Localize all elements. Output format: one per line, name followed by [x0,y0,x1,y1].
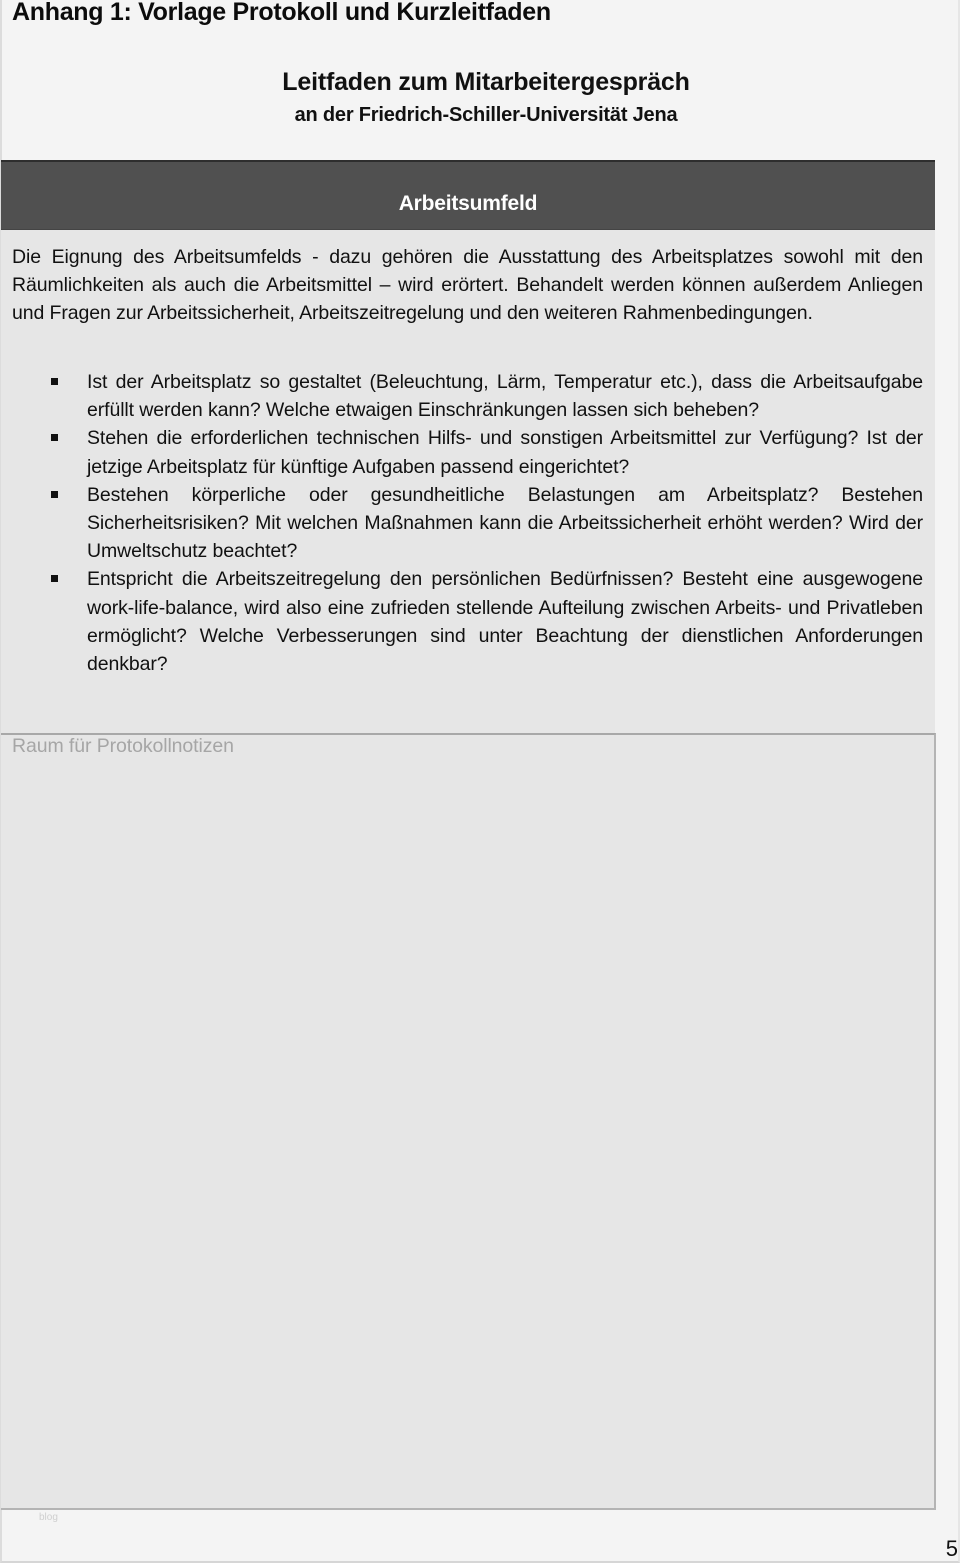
question-item [12,368,923,424]
question-item [12,565,923,678]
question-item [12,481,923,566]
square-bullet-icon [51,378,58,385]
section-header [1,160,935,230]
protocol-notes-label: Raum für Protokollnotizen [12,735,234,757]
guide-title: Leitfaden zum Mitarbeitergespräch [282,68,690,96]
appendix-title: Anhang 1: Vorlage Protokoll und Kurzleitfaden [12,0,551,26]
question-item [12,424,923,480]
question-text: Bestehen körperliche oder gesundheitliche Belastungen am Arbeitsplatz? Bestehen Sicherheitsrisiken? Mit welchen Maßnahmen kann die Arbeitssicherheit erhöht werden? Wird der Umweltschutz beachtet? [87,483,923,563]
question-text: Stehen die erforderlichen technischen Hilfs- und sonstigen Arbeitsmittel zur Verfügung? Ist der jetzige Arbeitsplatz für künftige Aufgaben passend eingerichtet? [87,427,923,478]
intro-paragraph: Die Eignung des Arbeitsumfelds - dazu gehören die Ausstattung des Arbeitsplatzes sowohl mit den Räumlichkeiten als auch die Arbeitsmittel – wird erörtert. Behandelt werden können außerdem Anliegen und Fragen zur Arbeitssicherheit, Arbeitszeitregelung und den weiteren Rahmenbedingungen. [12,246,923,325]
page-number: 5 [945,1536,958,1561]
watermark: blog [39,1512,58,1523]
section-header-label: Arbeitsumfeld [398,192,538,215]
question-list [12,368,923,678]
question-text: Ist der Arbeitsplatz so gestaltet (Beleuchtung, Lärm, Temperatur etc.), dass die Arbeitsaufgabe erfüllt werden kann? Welche etwaigen Einschränkungen lassen sich beheben? [87,371,923,422]
square-bullet-icon [51,575,58,582]
square-bullet-icon [51,434,58,441]
question-text: Entspricht die Arbeitszeitregelung den persönlichen Bedürfnissen? Besteht eine ausgewogene work-life-balance, wird also eine zufrieden stellende Aufteilung zwischen Arbeits- und Privatleben ermöglicht? Welche Verbesserungen sind unter Beachtung der dienstlichen Anforderungen denkbar? [87,568,923,676]
guide-subtitle: an der Friedrich-Schiller-Universität Jena [294,104,678,126]
protocol-notes-field[interactable] [1,733,936,1510]
square-bullet-icon [51,491,58,498]
